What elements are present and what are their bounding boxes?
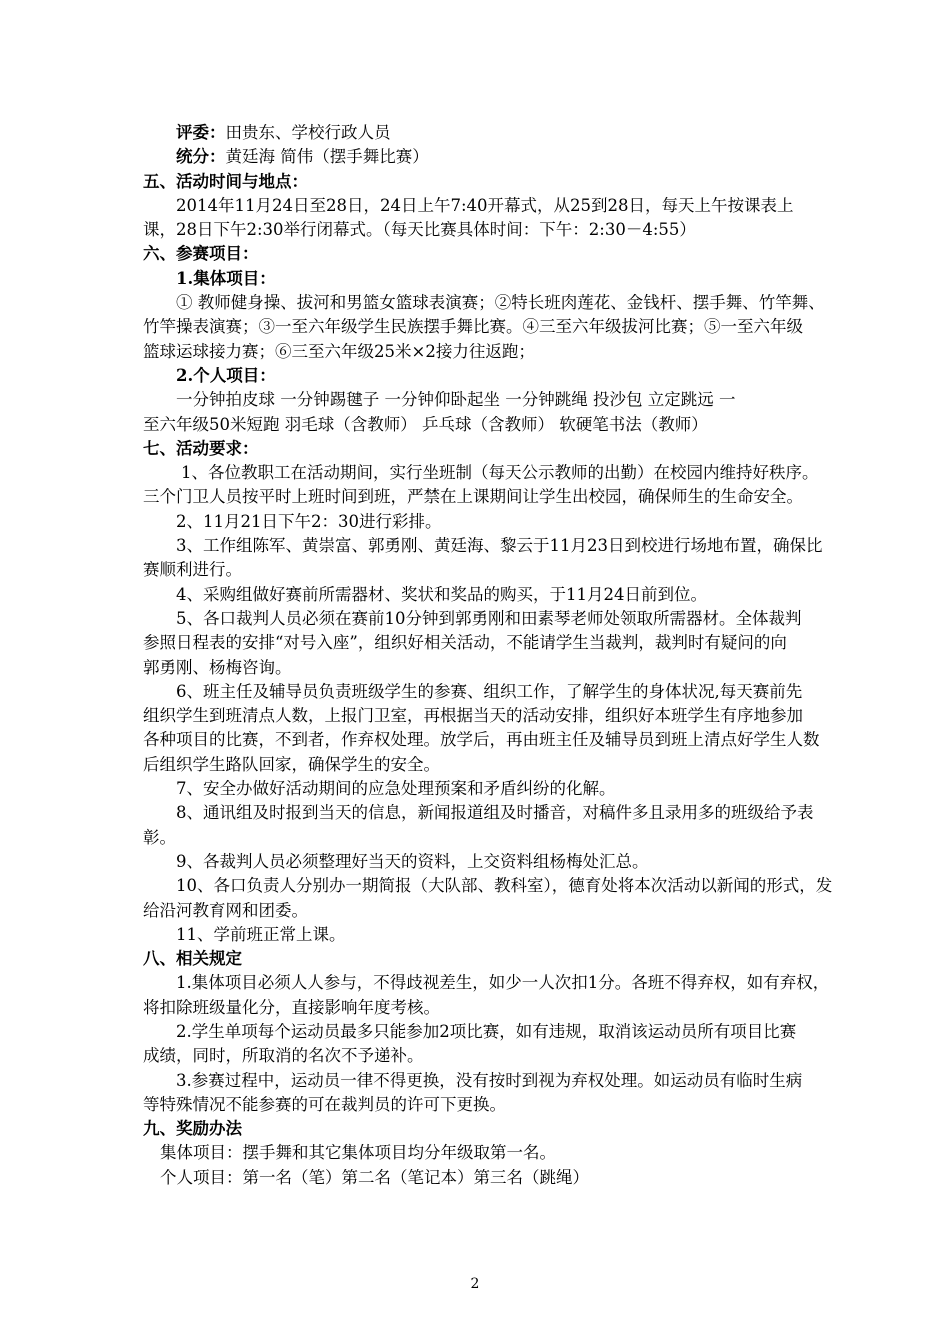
section-8-heading: 八、相关规定 [143, 949, 242, 969]
section-9-heading: 九、奖励办法 [143, 1119, 242, 1139]
section-5-paragraph-line-2: 课，28日下午2:30举行闭幕式。（每天比赛具体时间：下午：2:30－4:55） [143, 220, 696, 240]
rule-1-line-2: 将扣除班级量化分，直接影响年度考核。 [143, 997, 440, 1017]
requirement-1-line-1: 1、各位教职工在活动期间，实行坐班制（每天公示教师的出勤）在校园内维持好秩序。 [181, 463, 819, 483]
requirement-3-line-2: 赛顺利进行。 [143, 560, 242, 580]
judges-line [143, 121, 813, 145]
scoring-line [143, 145, 813, 169]
requirement-8-line-1: 8、通讯组及时报到当天的信息，新闻报道组及时播音，对稿件多且录用多的班级给予表 [176, 803, 814, 823]
page-number: 2 [470, 1276, 480, 1292]
requirement-10-line-2: 给沿河教育网和团委。 [143, 900, 308, 920]
judges-text: 田贵东、学校行政人员 [225, 123, 391, 142]
requirement-6-line-3: 各种项目的比赛，不到者，作弃权处理。放学后，再由班主任及辅导员到班上清点好学生人数 [143, 730, 820, 750]
group-items-line-3: 篮球运球接力赛；⑥三至六年级25米×2接力往返跑； [143, 341, 535, 361]
requirement-1-line-2: 三个门卫人员按平时上班时间到班，严禁在上课期间让学生出校园，确保师生的生命安全。 [143, 487, 803, 507]
group-items-heading: 1.集体项目： [176, 268, 276, 288]
award-individual: 个人项目：第一名（笔）第二名（笔记本）第三名（跳绳） [160, 1167, 589, 1187]
requirement-9: 9、各裁判人员必须整理好当天的资料，上交资料组杨梅处汇总。 [176, 851, 649, 871]
individual-items-line-1: 一分钟拍皮球 一分钟踢毽子 一分钟仰卧起坐 一分钟跳绳 投沙包 立定跳远 一 [176, 390, 736, 410]
requirement-7: 7、安全办做好活动期间的应急处理预案和矛盾纠纷的化解。 [176, 779, 616, 799]
section-5-heading: 五、活动时间与地点： [143, 171, 308, 191]
rule-1-line-1: 1.集体项目必须人人参与，不得歧视差生，如少一人次扣1分。各班不得弃权，如有弃权， [176, 973, 830, 993]
individual-items-line-2: 至六年级50米短跑 羽毛球（含教师） 乒乓球（含教师） 软硬笔书法（教师） [143, 414, 708, 434]
requirement-5-line-3: 郭勇刚、杨梅咨询。 [143, 657, 292, 677]
section-6-heading: 六、参赛项目： [143, 244, 259, 264]
scoring-text: 黄廷海 简伟（摆手舞比赛） [225, 147, 429, 167]
group-items-line-1: ① 教师健身操、拔河和男篮女篮球表演赛；②特长班肉莲花、金钱杆、摆手舞、竹竿舞、 [176, 293, 825, 313]
scoring-label: 统分： [176, 147, 226, 167]
requirement-3-line-1: 3、工作组陈军、黄崇富、郭勇刚、黄廷海、黎云于11月23日到校进行场地布置，确保比 [176, 536, 823, 556]
group-items-line-2: 竹竿操表演赛；③一至六年级学生民族摆手舞比赛。④三至六年级拔河比赛；⑤一至六年级 [143, 317, 803, 337]
requirement-6-line-2: 组织学生到班清点人数，上报门卫室，再根据当天的活动安排，组织好本班学生有序地参加 [143, 706, 803, 726]
section-5-paragraph-line-1: 2014年11月24日至28日，24日上午7:40开幕式，从25到28日，每天上午按课表上 [176, 195, 794, 215]
rule-2-line-1: 2.学生单项每个运动员最多只能参加2项比赛，如有违规，取消该运动员所有项目比赛 [176, 1021, 797, 1041]
individual-items-heading: 2.个人项目： [176, 365, 276, 385]
requirement-5-line-1: 5、各口裁判人员必须在赛前10分钟到郭勇刚和田素琴老师处领取所需器材。全体裁判 [176, 608, 802, 628]
rule-3-line-1: 3.参赛过程中，运动员一律不得更换，没有按时到视为弃权处理。如运动员有临时生病 [176, 1070, 803, 1090]
rule-3-line-2: 等特殊情况不能参赛的可在裁判员的许可下更换。 [143, 1094, 506, 1114]
document-body [143, 121, 833, 1190]
requirement-10-line-1: 10、各口负责人分别办一期简报（大队部、教科室），德育处将本次活动以新闻的形式，发 [176, 876, 833, 896]
requirement-11: 11、学前班正常上课。 [176, 924, 346, 944]
rule-2-line-2: 成绩，同时，所取消的名次不予递补。 [143, 1046, 424, 1066]
requirement-5-line-2: 参照日程表的安排“对号入座”，组织好相关活动，不能请学生当裁判，裁判时有疑问的向 [143, 633, 787, 653]
requirement-4: 4、采购组做好赛前所需器材、奖状和奖品的购买，于11月24日前到位。 [176, 584, 707, 604]
section-7-heading: 七、活动要求： [143, 438, 259, 458]
requirement-2: 2、11月21日下午2：30进行彩排。 [176, 511, 442, 531]
judges-label: 评委： [176, 123, 226, 142]
requirement-6-line-4: 后组织学生路队回家，确保学生的安全。 [143, 754, 440, 774]
award-group: 集体项目：摆手舞和其它集体项目均分年级取第一名。 [160, 1143, 556, 1163]
requirement-8-line-2: 彰。 [143, 827, 176, 847]
requirement-6-line-1: 6、班主任及辅导员负责班级学生的参赛、组织工作，了解学生的身体状况,每天赛前先 [176, 681, 803, 701]
